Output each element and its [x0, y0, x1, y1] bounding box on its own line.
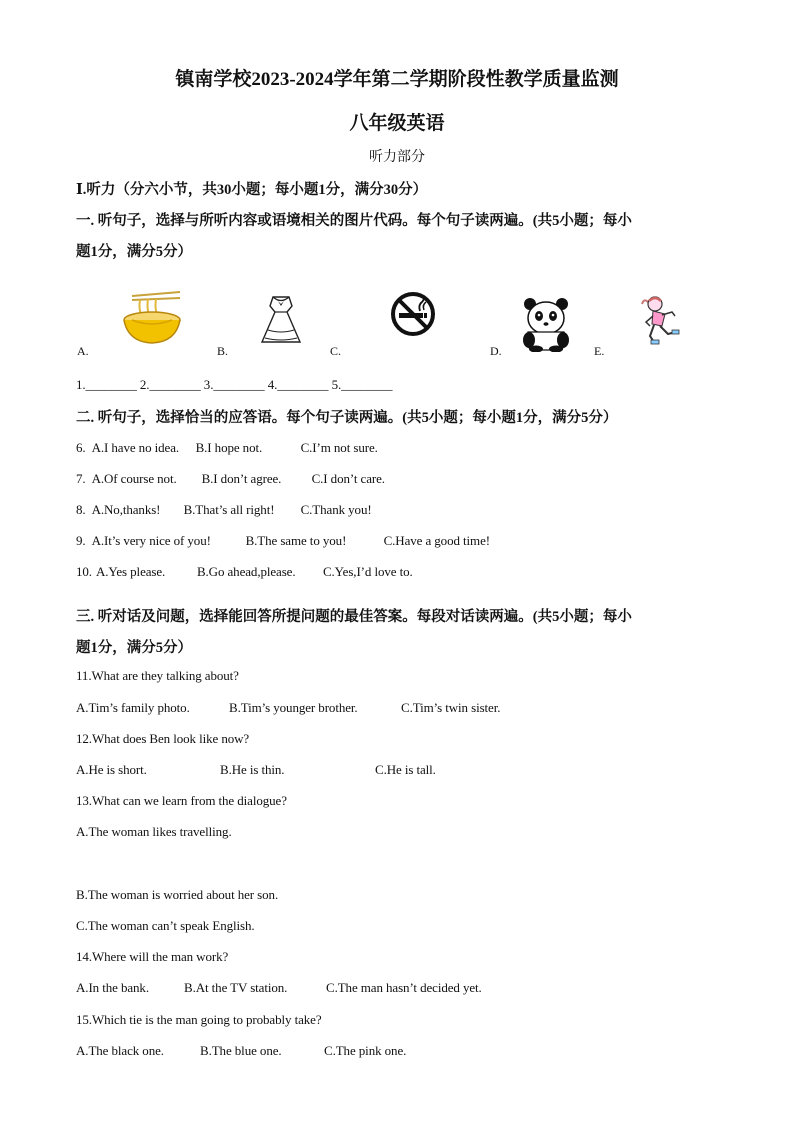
- part1-heading-line2: 题1分，满分5分）: [76, 244, 192, 260]
- question-number: 7.: [76, 471, 86, 486]
- option-c: C.The man hasn’t decided yet.: [326, 980, 482, 995]
- option-b: B.I don’t agree.: [201, 471, 282, 486]
- option-a: A.I have no idea.: [91, 440, 180, 455]
- option-a: A.Yes please.: [95, 564, 166, 579]
- question-9: [76, 533, 490, 549]
- option-b: B.Go ahead,please.: [196, 564, 296, 579]
- part3-heading-line1: 三. 听对话及问题，选择能回答所提问题的最佳答案。每段对话读两遍。(共5小题；每小: [76, 609, 632, 625]
- question-13-option-a: A.The woman likes travelling.: [76, 824, 232, 839]
- question-6: [76, 440, 378, 456]
- exam-title: 镇南学校2023-2024学年第二学期阶段性教学质量监测: [175, 69, 619, 90]
- option-b: B.The blue one.: [200, 1043, 282, 1058]
- question-number: 6.: [76, 440, 86, 455]
- option-c: C.Thank you!: [300, 502, 372, 517]
- question-10: [76, 564, 413, 580]
- question-12-text: 12.What does Ben look like now?: [76, 731, 250, 746]
- question-7: [76, 471, 385, 487]
- option-b: B.The same to you!: [245, 533, 347, 548]
- panda-icon: [520, 296, 572, 352]
- question-13-text: 13.What can we learn from the dialogue?: [76, 793, 287, 808]
- option-a: A.No,thanks!: [91, 502, 161, 517]
- option-a: A.Of course not.: [91, 471, 177, 486]
- question-11-options: [76, 700, 500, 716]
- question-12-options: [76, 762, 436, 778]
- question-number: 8.: [76, 502, 86, 517]
- noodles-bowl-icon: [118, 290, 184, 346]
- section-heading: Ⅰ.听力（分六小节，共30小题；每小题1分，满分30分）: [76, 182, 428, 198]
- option-b: B.At the TV station.: [184, 980, 288, 995]
- question-15-options: [76, 1043, 406, 1059]
- picture-label-d: D.: [490, 344, 502, 358]
- option-a: A.It’s very nice of you!: [91, 533, 211, 548]
- question-number: 9.: [76, 533, 86, 548]
- answer-blanks: 1.________ 2.________ 3.________ 4.________ 5.________: [76, 377, 393, 392]
- exam-subtitle: 八年级英语: [349, 113, 445, 134]
- part-label: 听力部分: [369, 150, 425, 165]
- picture-label-b: B.: [217, 344, 229, 358]
- picture-label-e: E.: [594, 344, 605, 358]
- question-8: [76, 502, 372, 518]
- part3-heading-line2: 题1分，满分5分）: [76, 640, 192, 656]
- question-number: 10.: [76, 564, 92, 579]
- option-c: C.Have a good time!: [383, 533, 490, 548]
- option-c: C.He is tall.: [375, 762, 436, 777]
- girl-running-icon: [640, 294, 680, 350]
- no-smoking-icon: [390, 291, 436, 337]
- question-13-option-b: B.The woman is worried about her son.: [76, 887, 279, 902]
- question-15-text: 15.Which tie is the man going to probably take?: [76, 1012, 322, 1027]
- option-a: A.In the bank.: [76, 980, 149, 995]
- option-c: C.I’m not sure.: [300, 440, 378, 455]
- picture-label-a: A.: [77, 344, 89, 358]
- option-b: B.That’s all right!: [183, 502, 275, 517]
- picture-label-c: C.: [330, 344, 342, 358]
- option-c: C.The pink one.: [324, 1043, 407, 1058]
- option-c: C.I don’t care.: [311, 471, 385, 486]
- part2-heading: 二. 听句子，选择恰当的应答语。每个句子读两遍。(共5小题；每小题1分，满分5分）: [76, 410, 618, 426]
- question-14-text: 14.Where will the man work?: [76, 949, 229, 964]
- option-c: C.Yes,I’d love to.: [322, 564, 413, 579]
- option-b: B.Tim’s younger brother.: [229, 700, 358, 715]
- option-b: B.I hope not.: [195, 440, 263, 455]
- option-b: B.He is thin.: [220, 762, 285, 777]
- dress-icon: [256, 294, 306, 346]
- option-a: A.He is short.: [76, 762, 147, 777]
- option-a: A.Tim’s family photo.: [76, 700, 190, 715]
- option-a: A.The black one.: [76, 1043, 164, 1058]
- question-11-text: 11.What are they talking about?: [76, 668, 239, 683]
- part1-heading-line1: 一. 听句子，选择与所听内容或语境相关的图片代码。每个句子读两遍。(共5小题；每小: [76, 213, 632, 229]
- question-14-options: [76, 980, 482, 996]
- option-c: C.Tim’s twin sister.: [401, 700, 501, 715]
- question-13-option-c: C.The woman can’t speak English.: [76, 918, 255, 933]
